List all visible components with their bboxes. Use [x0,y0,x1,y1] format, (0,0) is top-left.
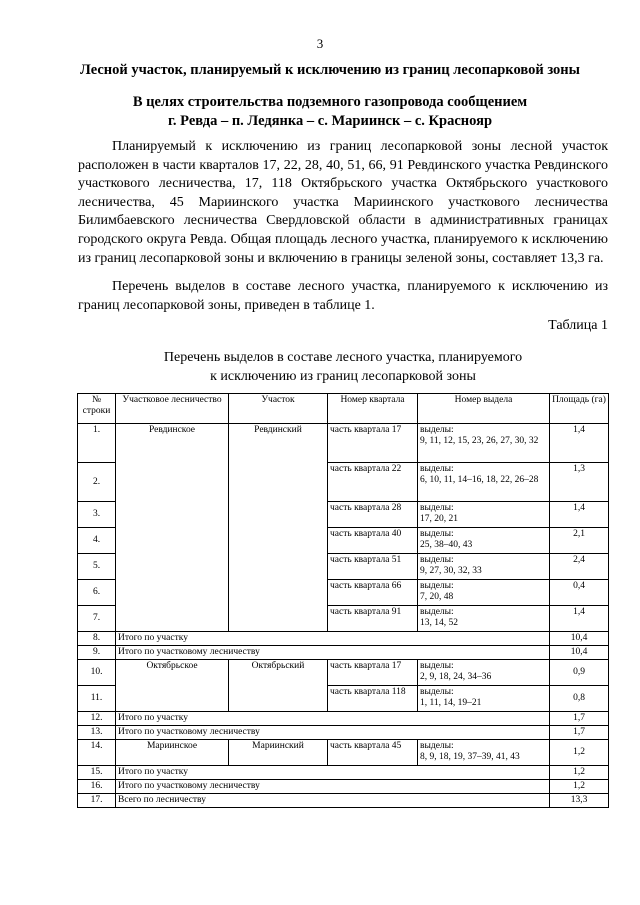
row-number: 10. [78,660,116,686]
row-number: 17. [78,794,116,808]
row-number: 16. [78,780,116,794]
allotment-list: 1, 11, 14, 19–21 [420,698,482,708]
total-label: Итого по участковому лесничеству [116,780,550,794]
allotment-title: выделы: [420,581,454,591]
table-row [78,660,609,686]
allotment-title: выделы: [420,661,454,671]
section-cell: Октябрьский [229,660,328,712]
quarter-cell: часть квартала 51 [328,554,418,580]
table-row-total [78,726,609,740]
forestry-cell: Ревдинское [116,424,229,632]
row-number: 3. [78,502,116,528]
total-label: Итого по участку [116,766,550,780]
header-area: Площадь (га) [550,394,609,424]
allotment-title: выделы: [420,555,454,565]
row-number: 9. [78,646,116,660]
paragraph-text: Перечень выделов в составе лесного участка, планируемого к исключению из границ лесопарковой зоны, приведен в таблице 1. [78,279,608,313]
table-row-total [78,632,609,646]
allotment-list: 7, 20, 48 [420,592,454,602]
area-cell: 1,7 [550,726,609,740]
area-cell: 1,3 [550,463,609,502]
allotment-cell [418,740,550,766]
area-cell: 2,1 [550,528,609,554]
document-subtitle [60,93,600,131]
allotment-title: выделы: [420,464,454,474]
quarter-cell: часть квартала 45 [328,740,418,766]
paragraph-text: Планируемый к исключению из границ лесопарковой зоны лесной участок расположен в части кварталов 17, 22, 28, 40, 51, 66, 91 Ревдинского участка Ревдинского участкового лесничества, 17, 118 Октябрьского участка Октябрьского участкового лесничества, 45 Мариинского участка Мариинского участкового лесничества Билимбаевского лесничества Свердловской области в административных границах городского округа Ревда. Общая площадь лесного участка, планируемого к исключению из границ лесопарковой зоны и включению в границы зеленой зоны, составляет 13,3 га. [78,139,608,266]
table-row-grand-total [78,794,609,808]
table-row-total [78,712,609,726]
quarter-cell: часть квартала 28 [328,502,418,528]
table-row-total [78,766,609,780]
table-row-total [78,646,609,660]
allotment-list: 6, 10, 11, 14–16, 18, 22, 26–28 [420,475,539,485]
table-row [78,424,609,463]
forestry-cell: Октябрьское [116,660,229,712]
allotment-cell [418,463,550,502]
total-label: Итого по участку [116,712,550,726]
forestry-cell: Мариинское [116,740,229,766]
area-cell: 1,4 [550,606,609,632]
subtitle-line: г. Ревда – п. Ледянка – с. Мариинск – с. Краснояр [167,113,493,129]
quarter-cell: часть квартала 40 [328,528,418,554]
allotment-list: 13, 14, 52 [420,618,458,628]
table-row-total [78,780,609,794]
header-forestry: Участковое лесничество [116,394,229,424]
total-label: Всего по лесничеству [116,794,550,808]
total-label: Итого по участку [116,632,550,646]
header-section: Участок [229,394,328,424]
row-number: 11. [78,686,116,712]
row-number: 14. [78,740,116,766]
caption-line: Перечень выделов в составе лесного участка, планируемого [163,350,523,365]
table-caption [78,349,608,386]
paragraph-reference [78,278,608,315]
allotment-list: 9, 11, 12, 15, 23, 26, 27, 30, 32 [420,436,539,446]
header-row-number: № строки [78,394,116,424]
allotment-cell [418,424,550,463]
area-cell: 0,4 [550,580,609,606]
row-number: 12. [78,712,116,726]
header-quarter: Номер квартала [328,394,418,424]
area-cell: 1,7 [550,712,609,726]
allotment-list: 8, 9, 18, 19, 37–39, 41, 43 [420,752,520,762]
area-cell: 2,4 [550,554,609,580]
paragraph-description [78,138,608,268]
allotment-list: 2, 9, 18, 24, 34–36 [420,672,492,682]
allotment-title: выделы: [420,607,454,617]
area-cell: 1,2 [550,740,609,766]
allotment-cell [418,502,550,528]
document-title: Лесной участок, планируемый к исключению из границ лесопарковой зоны [80,62,580,78]
allotment-cell [418,660,550,686]
row-number: 13. [78,726,116,740]
row-number: 7. [78,606,116,632]
section-cell: Мариинский [229,740,328,766]
row-number: 4. [78,528,116,554]
allotment-list: 17, 20, 21 [420,514,458,524]
allotment-list: 25, 38–40, 43 [420,540,473,550]
section-cell: Ревдинский [229,424,328,632]
area-cell: 13,3 [550,794,609,808]
row-number: 2. [78,463,116,502]
caption-line: к исключению из границ лесопарковой зоны [210,368,476,384]
page-number: 3 [316,36,324,51]
area-cell: 1,2 [550,780,609,794]
row-number: 1. [78,424,116,463]
allotment-cell [418,686,550,712]
quarter-cell: часть квартала 66 [328,580,418,606]
quarter-cell: часть квартала 22 [328,463,418,502]
allotment-cell [418,580,550,606]
table-row [78,740,609,766]
allotment-title: выделы: [420,687,454,697]
area-cell: 1,2 [550,766,609,780]
quarter-cell: часть квартала 91 [328,606,418,632]
quarter-cell: часть квартала 17 [328,424,418,463]
area-cell: 1,4 [550,502,609,528]
area-cell: 0,9 [550,660,609,686]
table-header-row [78,394,609,424]
allotment-cell [418,606,550,632]
total-label: Итого по участковому лесничеству [116,646,550,660]
allotment-title: выделы: [420,503,454,513]
quarter-cell: часть квартала 17 [328,660,418,686]
allotments-table [77,393,609,808]
row-number: 6. [78,580,116,606]
allotment-list: 9, 27, 30, 32, 33 [420,566,482,576]
table-label: Таблица 1 [548,318,608,333]
subtitle-line: В целях строительства подземного газопровода сообщением [132,94,528,110]
row-number: 8. [78,632,116,646]
allotment-title: выделы: [420,425,454,435]
total-label: Итого по участковому лесничеству [116,726,550,740]
quarter-cell: часть квартала 118 [328,686,418,712]
area-cell: 1,4 [550,424,609,463]
area-cell: 10,4 [550,646,609,660]
area-cell: 10,4 [550,632,609,646]
row-number: 15. [78,766,116,780]
allotment-cell [418,554,550,580]
row-number: 5. [78,554,116,580]
allotment-title: выделы: [420,529,454,539]
allotment-cell [418,528,550,554]
header-allotment: Номер выдела [418,394,550,424]
area-cell: 0,8 [550,686,609,712]
allotment-title: выделы: [420,741,454,751]
